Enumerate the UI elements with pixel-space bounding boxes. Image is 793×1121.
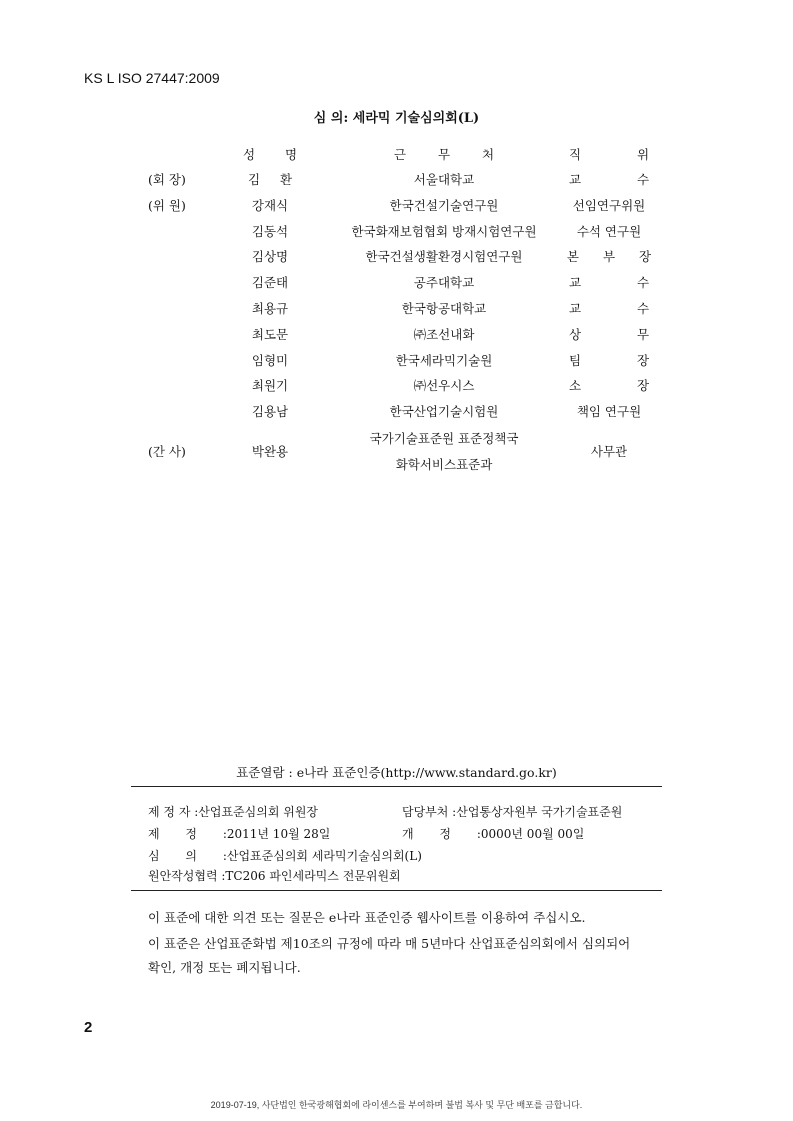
review-line	[148, 847, 422, 864]
member-position: 상 무	[568, 327, 650, 342]
member-org: 한국건설기술연구원	[389, 198, 499, 213]
member-name: 김동석	[251, 224, 289, 239]
member-org: 한국건설생활환경시험연구원	[365, 249, 523, 264]
document-title: 심 의: 세라믹 기술심의회(L)	[313, 111, 480, 126]
header-position: 직 위	[568, 147, 650, 162]
member-org: 서울대학교	[413, 172, 475, 187]
member-role: (회 장)	[148, 172, 186, 187]
divider-top	[131, 786, 662, 787]
enact-label: 제 정 :	[148, 827, 227, 841]
member-role: (위 원)	[148, 198, 186, 213]
secretary-org-line1: 국가기술표준원 표준정책국	[369, 431, 519, 446]
secretary-org-line2: 화학서비스표준과	[395, 457, 493, 472]
member-position: 본 부 장	[566, 249, 652, 264]
revise-date: 0000년 00월 00일	[480, 827, 585, 841]
revise-label: 개 정 :	[402, 827, 481, 841]
secretary-position: 사무관	[590, 444, 628, 459]
dept-line	[402, 803, 622, 820]
review-value: 산업표준심의회 세라믹기술심의회(L)	[226, 849, 422, 863]
divider-bottom	[131, 890, 662, 891]
member-org: 한국화재보험협회 방재시험연구원	[351, 224, 537, 239]
draft-line	[148, 867, 401, 884]
member-name: 임형미	[251, 353, 289, 368]
member-position: 교 수	[568, 275, 650, 290]
notice-review-line2: 확인, 개정 또는 폐지됩니다.	[148, 960, 301, 975]
member-name: 강재식	[251, 198, 289, 213]
member-position: 책임 연구원	[576, 404, 642, 419]
member-org: ㈜선우시스	[413, 378, 475, 393]
enact-date: 2011년 10월 28일	[226, 827, 331, 841]
member-position: 교 수	[568, 301, 650, 316]
member-position: 선임연구위원	[572, 198, 646, 213]
member-name: 김 환	[247, 172, 293, 187]
enactor-label: 제 정 자 :	[148, 805, 199, 819]
secretary-name: 박완용	[251, 444, 289, 459]
header-name: 성 명	[242, 147, 298, 162]
draft-value: TC206 파인세라믹스 전문위원회	[225, 869, 401, 883]
draft-label: 원안작성협력 :	[148, 869, 226, 883]
dept-value: 산업통상자원부 국가기술표준원	[456, 805, 623, 819]
member-org: 한국산업기술시험원	[389, 404, 499, 419]
member-name: 최도문	[251, 327, 289, 342]
standard-access-note: 표준열람 : e나라 표준인증(http://www.standard.go.kr)	[236, 765, 557, 780]
notice-feedback: 이 표준에 대한 의견 또는 질문은 e나라 표준인증 웹사이트를 이용하여 주십시오.	[148, 910, 586, 925]
standard-code: KS L ISO 27447:2009	[84, 70, 220, 86]
member-position: 팀 장	[568, 353, 650, 368]
dept-label: 담당부처 :	[402, 805, 457, 819]
enactor-value: 산업표준심의회 위원장	[198, 805, 319, 819]
member-org: 한국항공대학교	[401, 301, 487, 316]
member-name: 김상명	[251, 249, 289, 264]
page-number: 2	[84, 1019, 93, 1036]
copyright-notice: 2019-07-19, 사단법인 한국광해협회에 라이센스를 부여하며 불법 복사 및 무단 배포를 금합니다.	[210, 1100, 583, 1110]
enact-line	[148, 825, 330, 842]
member-org: 공주대학교	[413, 275, 475, 290]
member-name: 김용남	[251, 404, 289, 419]
member-org: ㈜조선내화	[413, 327, 475, 342]
enactor-line	[148, 803, 318, 820]
review-label: 심 의 :	[148, 849, 227, 863]
member-name: 김준태	[251, 275, 289, 290]
member-position: 교 수	[568, 172, 650, 187]
member-org: 한국세라믹기술원	[395, 353, 493, 368]
revise-line	[402, 825, 584, 842]
member-name: 최원기	[251, 378, 289, 393]
notice-review-line1: 이 표준은 산업표준화법 제10조의 규정에 따라 매 5년마다 산업표준심의회에서 심의되어	[148, 936, 631, 951]
secretary-role: (간 사)	[148, 444, 186, 459]
member-position: 수석 연구원	[576, 224, 642, 239]
member-name: 최용규	[251, 301, 289, 316]
header-org: 근 무 처	[393, 147, 495, 162]
member-position: 소 장	[568, 378, 650, 393]
